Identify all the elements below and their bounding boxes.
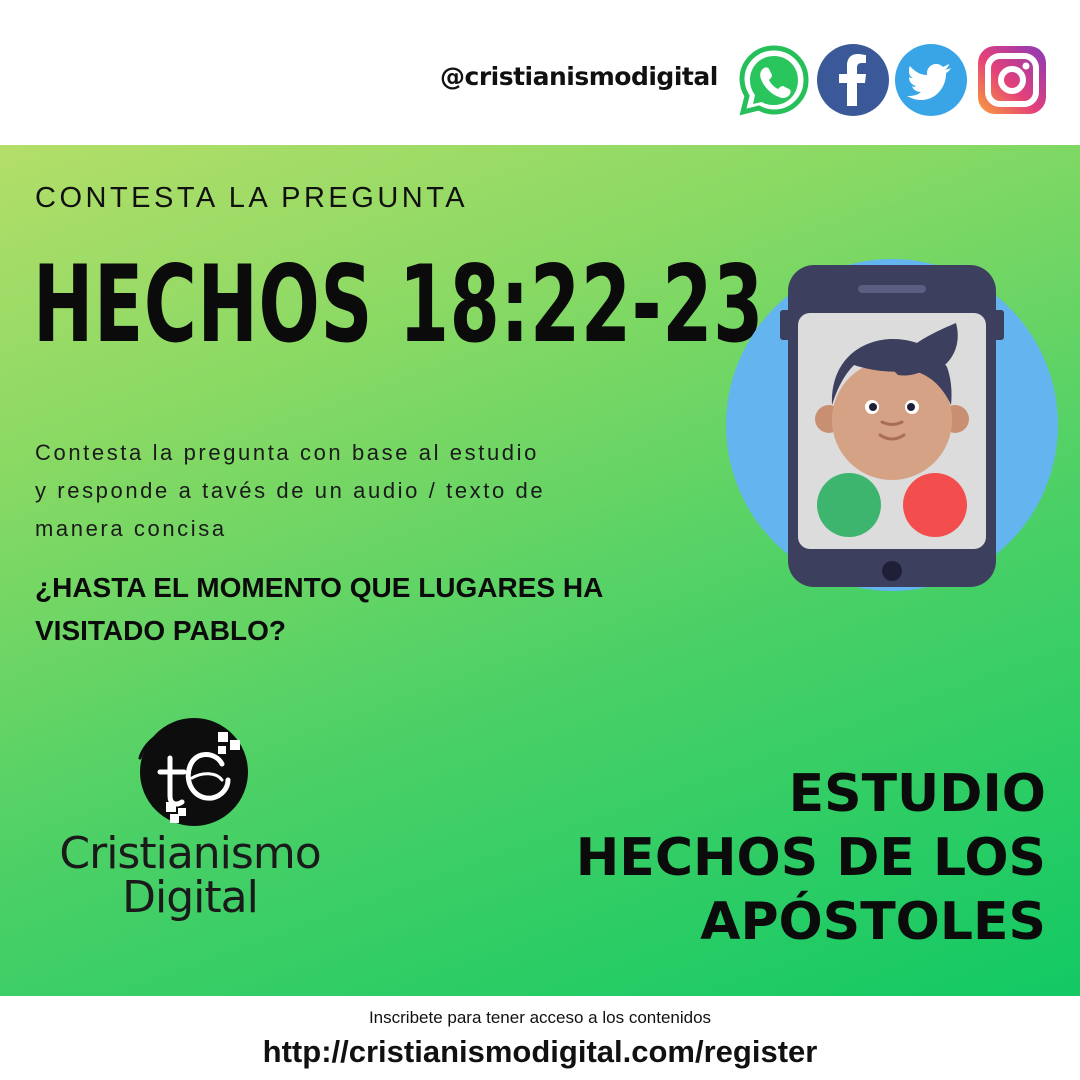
facebook-icon[interactable]	[815, 42, 891, 118]
brand-logo-mark	[132, 718, 252, 830]
study-heading	[526, 762, 1046, 954]
social-handle[interactable]: @cristianismodigital	[440, 62, 718, 91]
brand-name-line1: Cristianismo	[59, 828, 321, 879]
kicker-text: CONTESTA LA PREGUNTA	[35, 182, 469, 214]
brand-name-line2: Digital	[122, 872, 258, 923]
footer-note: Inscribete para tener acceso a los contenidos	[368, 1008, 712, 1027]
study-line1: ESTUDIO	[788, 764, 1046, 824]
whatsapp-icon[interactable]	[736, 42, 812, 118]
study-line3: APÓSTOLES	[700, 892, 1046, 952]
brand-name	[55, 828, 325, 923]
instructions-text: Contesta la pregunta con base al estudio y responde a tavés de un audio / texto de manera concisa	[35, 440, 546, 541]
question-text: ¿HASTA EL MOMENTO QUE LUGARES HA VISITADO PABLO?	[35, 572, 603, 646]
page-title: HECHOS 18:22-23	[33, 243, 764, 366]
instagram-icon[interactable]	[974, 42, 1050, 118]
study-line2: HECHOS DE LOS	[575, 828, 1046, 888]
register-link[interactable]: http://cristianismodigital.com/register	[262, 1034, 818, 1069]
phone-call-icon	[722, 255, 1062, 595]
twitter-icon[interactable]	[893, 42, 969, 118]
